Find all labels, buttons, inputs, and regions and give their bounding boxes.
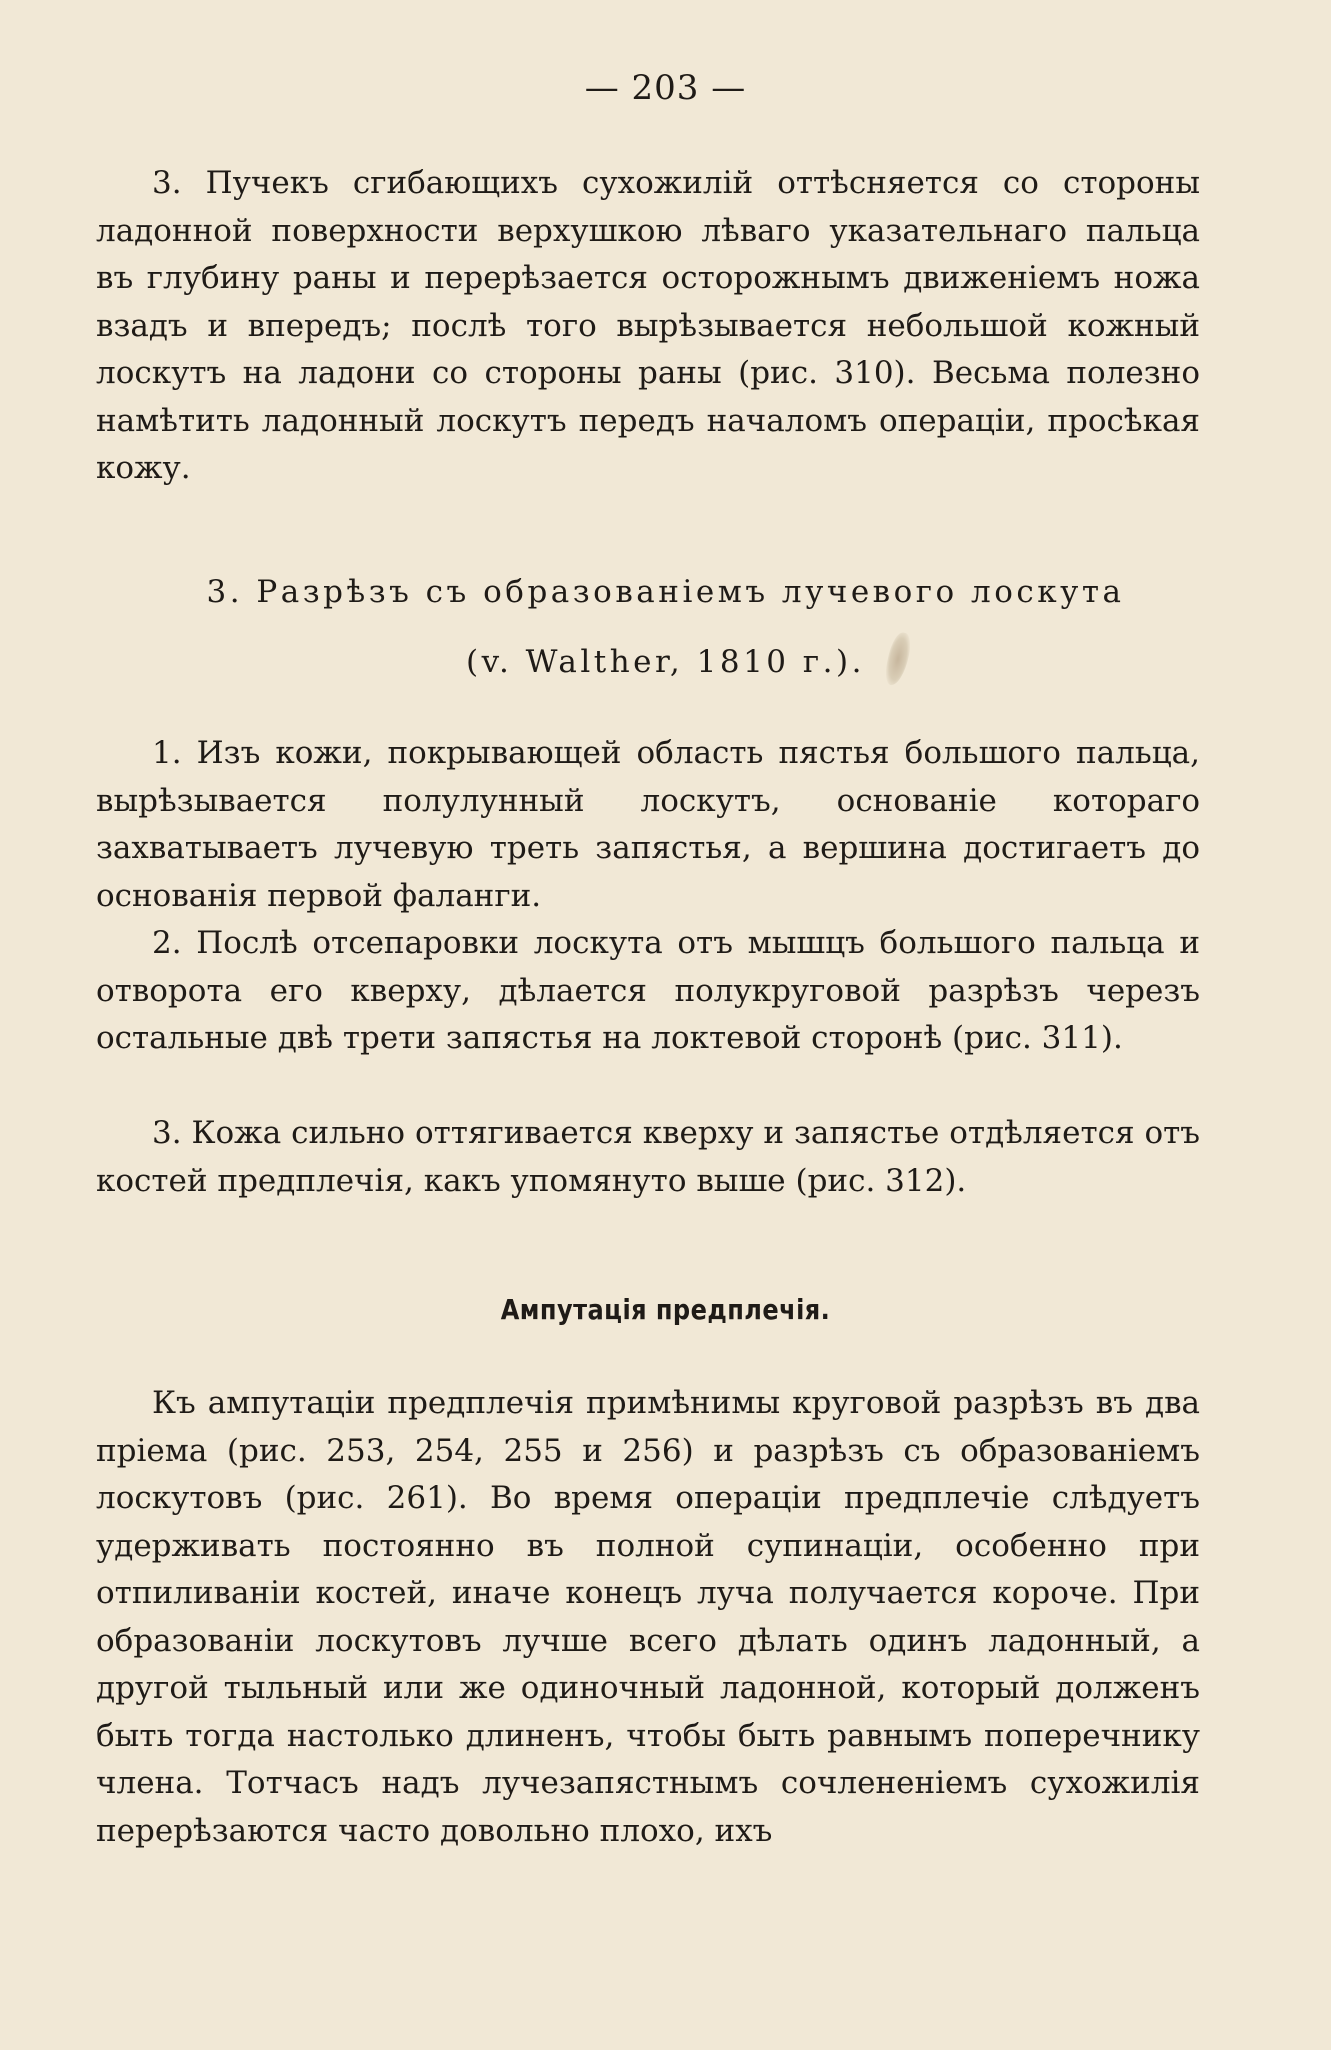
page-number: — 203 — bbox=[584, 68, 747, 108]
paragraph-step-3: 3. Кожа сильно оттягивается кверху и запястье отдѣляется отъ костей предплечія, какъ упомянуто выше (рис. 312). bbox=[96, 1115, 1200, 1199]
paragraph-step-1: 1. Изъ кожи, покрывающей область пястья большого пальца, вырѣзывается полулунный лоскутъ, основаніе котораго захватываетъ лучевую треть запястья, а вершина достигаетъ до основанія первой фаланги. bbox=[96, 735, 1200, 914]
section-heading-forearm-amputation: Ампутація предплечія. bbox=[500, 1293, 831, 1326]
paragraph-step-2: 2. Послѣ отсепаровки лоскута отъ мышцъ большого пальца и отворота его кверху, дѣлается полукруговой разрѣзъ черезъ остальные двѣ трети запястья на локтевой сторонѣ (рис. 311). bbox=[96, 925, 1200, 1056]
section-heading-radial-flap: 3. Разрѣзъ съ образованіемъ лучевого лоскута bbox=[206, 574, 1125, 610]
section-subheading-walther: (v. Walther, 1810 г.). bbox=[466, 644, 865, 680]
paragraph-forearm-amputation: Къ ампутаціи предплечія примѣнимы круговой разрѣзъ въ два пріема (рис. 253, 254, 255 и 256) и разрѣзъ съ образованіемъ лоскутовъ (рис. 261). Во время операціи предплечіе слѣдуетъ удерживать постоянно въ полной супинаціи, особенно при отпиливаніи костей, иначе конецъ луча получается короче. При образованіи лоскутовъ лучше всего дѣлать одинъ ладонный, а другой тыльный или же одиночный ладонной, который долженъ быть тогда настолько длиненъ, чтобы быть равнымъ поперечнику члена. Тотчасъ надъ лучезапястнымъ сочлененіемъ сухожилія перерѣзаются часто довольно плохо, ихъ bbox=[96, 1385, 1200, 1849]
paragraph-flexor-tendons: 3. Пучекъ сгибающихъ сухожилій оттѣсняется со стороны ладонной поверхности верхушкою лѣваго указательнаго пальца въ глубину раны и перерѣзается осторожнымъ движеніемъ ножа взадъ и впередъ; послѣ того вырѣзывается небольшой кожный лоскутъ на ладони со стороны раны (рис. 310). Весьма полезно намѣтить ладонный лоскутъ передъ началомъ операціи, просѣкая кожу. bbox=[96, 165, 1200, 486]
